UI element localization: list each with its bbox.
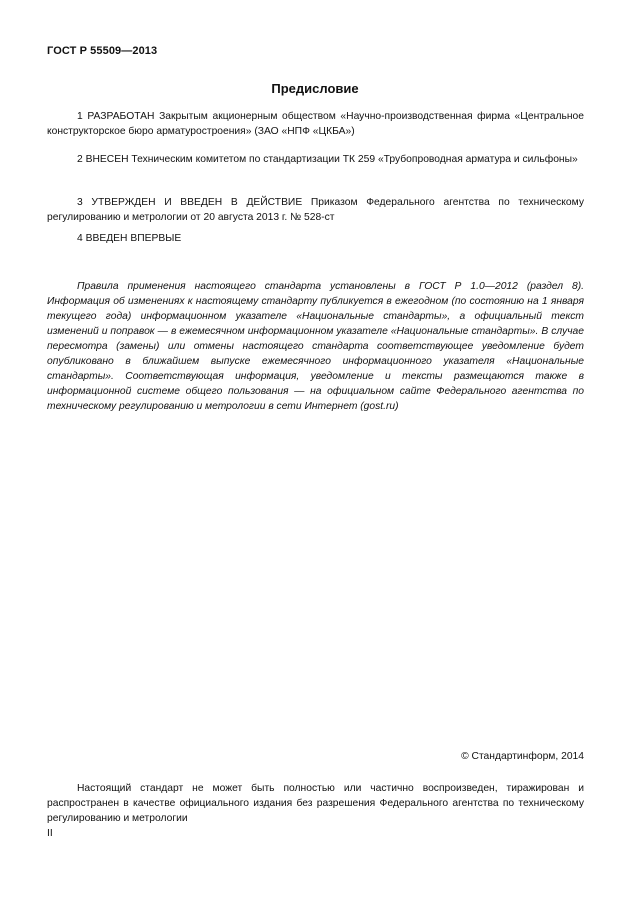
copyright-line: © Стандартинформ, 2014 xyxy=(461,751,584,762)
foreword-title: Предисловие xyxy=(271,81,359,96)
document-code: ГОСТ Р 55509—2013 xyxy=(47,45,158,57)
foreword-item-approved: 3 УТВЕРЖДЕН И ВВЕДЕН В ДЕЙСТВИЕ Приказом Федерального агентства по техническому регулированию и метрологии от 20 августа 2013 г. № 528-ст xyxy=(47,197,584,223)
foreword-item-first-introduced: 4 ВВЕДЕН ВПЕРВЫЕ xyxy=(77,233,182,244)
reproduction-notice: Настоящий стандарт не может быть полностью или частично воспроизведен, тиражирован и распространен в качестве официального издания без разрешения Федерального агентства по техническому регулированию и метрологии xyxy=(47,783,584,824)
application-rules-notice: Правила применения настоящего стандарта установлены в ГОСТ Р 1.0—2012 (раздел 8). Информация об изменениях к настоящему стандарту публикуется в ежегодном (по состоянию на 1 января текущего года) информационном указателе «Национальные стандарты», а официальный текст изменений и поправок — в ежемесячном информационном указателе «Национальные стандарты». В случае пересмотра (замены) или отмены настоящего стандарта соответствующее уведомление будет опубликовано в ближайшем выпуске ежемесячного информационного указателя «Национальные стандарты». Соответствующая информация, уведомление и тексты размещаются также в информационной системе общего пользования — на официальном сайте Федерального агентства по техническому регулированию и метрологии в сети Интернет (gost.ru) xyxy=(47,281,584,412)
foreword-item-developed: 1 РАЗРАБОТАН Закрытым акционерным обществом «Научно-производственная фирма «Центральное конструкторское бюро арматуростроения» (ЗАО «НПФ «ЦКБА») xyxy=(47,111,584,137)
foreword-item-submitted: 2 ВНЕСЕН Техническим комитетом по стандартизации ТК 259 «Трубопроводная арматура и сильфоны» xyxy=(77,154,578,165)
page-number: II xyxy=(47,828,53,839)
